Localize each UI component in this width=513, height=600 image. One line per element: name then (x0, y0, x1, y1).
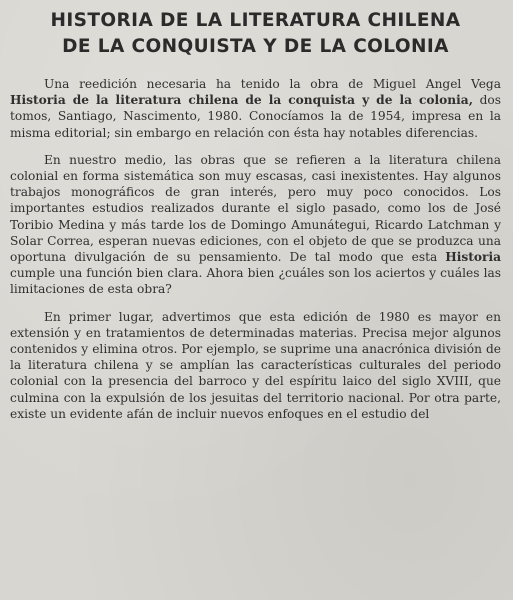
article-headline (10, 8, 501, 60)
paragraph-1-text-b: dos tomos, Santiago, Nascimento, 1980. Conocíamos la de 1954, impresa en la misma editorial; sin embargo en relación con ésta hay notables diferencias. (10, 93, 501, 140)
paragraph-2-text-b: cumple una función bien clara. Ahora bien ¿cuáles son los aciertos y cuáles las limitaciones de esta obra? (10, 266, 501, 297)
paragraph-1-text-a: Una reedición necesaria ha tenido la obra de Miguel Angel Vega (44, 77, 501, 91)
book-title-short: Historia (445, 250, 501, 265)
book-title: Historia de la literatura chilena de la conquista y de la colonia, (10, 93, 473, 108)
paragraph-3: En primer lugar, advertimos que esta edición de 1980 es mayor en extensión y en tratamientos de determinadas materias. Precisa mejor algunos contenidos y elimina otros. Por ejemplo, se suprime una anacrónica división de la literatura chilena y se amplían las características culturales del periodo colonial con la presencia del barroco y del espíritu laico del siglo XVIII, que culmina con la expulsión de los jesuitas del territorio nacional. Por otra parte, existe un evidente afán de incluir nuevos enfoques en el estudio del (10, 309, 501, 421)
article-body (10, 76, 501, 422)
headline-line-2: DE LA CONQUISTA Y DE LA COLONIA (62, 36, 449, 57)
paragraph-2 (10, 152, 501, 298)
paragraph-1 (10, 76, 501, 141)
paragraph-2-text-a: En nuestro medio, las obras que se refieren a la literatura chilena colonial en forma sistemática son muy escasas, casi inexistentes. Hay algunos trabajos monográficos de gran interés, pero muy poco conocidos. Los importantes estudios realizados durante el siglo pasado, como los de José Toribio Medina y más tarde los de Domingo Amunátegui, Ricardo Latchman y Solar Correa, esperan nuevas ediciones, con el objeto de que se produzca una oportuna divulgación de su pensamiento. De tal modo que esta (10, 152, 501, 265)
headline-line-1: HISTORIA DE LA LITERATURA CHILENA (50, 10, 461, 31)
